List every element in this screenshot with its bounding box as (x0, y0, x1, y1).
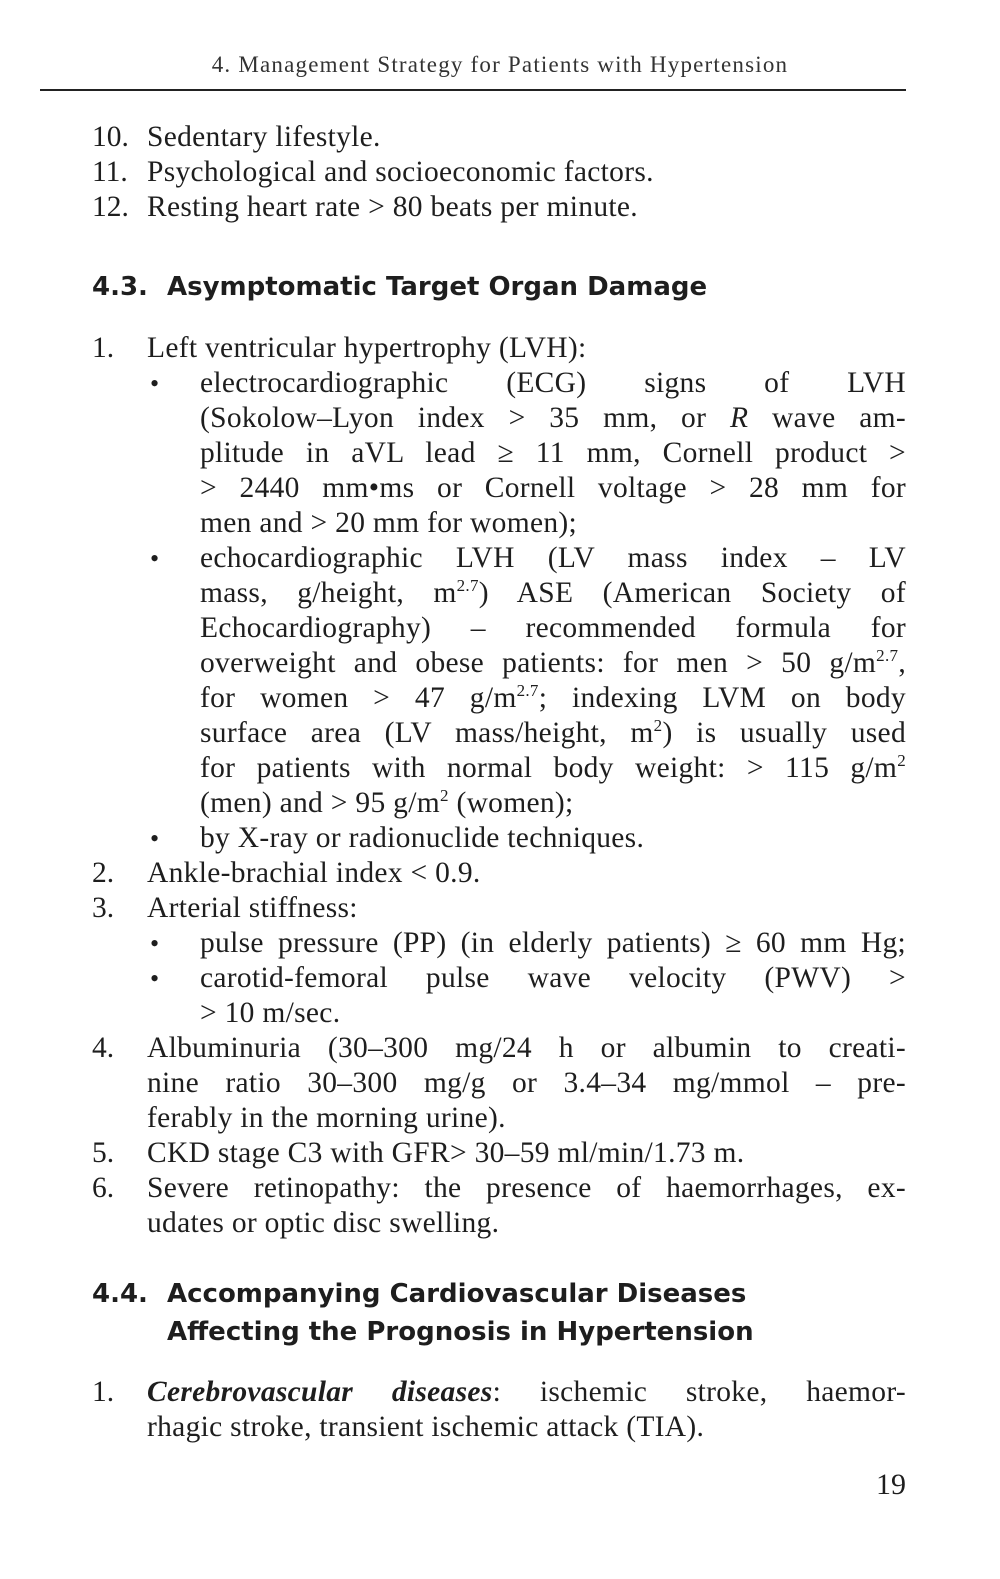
bullet-text-line: overweight and obese patients: for men > 50 $g/m^{2.7}$, (200, 646, 906, 679)
bullet-text-line: carotid-femoral pulse wave velocity (PWV) > (200, 962, 906, 994)
bullet-icon: • (150, 824, 160, 853)
list-item: Ankle-brachial index < 0.9. (147, 857, 481, 889)
bullet-text-line: > 10 m/sec. (200, 997, 341, 1029)
section-heading: Asymptomatic Target Organ Damage (167, 272, 708, 302)
bullet-text-line: electrocardiographic (ECG) signs of LVH (200, 367, 906, 399)
bullet-icon: • (150, 929, 160, 958)
section-number: 4.3. (92, 272, 148, 302)
header-rule (40, 89, 906, 91)
bullet-icon: • (150, 369, 160, 398)
bullet-text-line: for women > 47 $g/m^{2.7}$; indexing LVM on body (200, 681, 906, 714)
list-item-number: 5. (92, 1137, 115, 1169)
list-item: Sedentary lifestyle. (147, 121, 381, 153)
list-item-number: 10. (92, 121, 129, 153)
list-item: Psychological and socioeconomic factors. (147, 156, 654, 188)
list-item-line: nine ratio 30–300 mg/g or 3.4–34 mg/mmol – pre- (147, 1067, 906, 1099)
list-item-number: 2. (92, 857, 115, 889)
list-item-number: 1. (92, 332, 115, 364)
list-item-line: rhagic stroke, transient ischemic attack (TIA). (147, 1411, 705, 1443)
bullet-text-line: surface area (LV mass/height, $m^2$) is usually used (200, 716, 906, 749)
bullet-text-line: echocardiographic LVH (LV mass index – LV (200, 542, 906, 574)
bullet-text-line: mass, g/height, $m^{2.7}$) ASE (American Society of (200, 576, 906, 609)
list-item: Left ventricular hypertrophy (LVH): (147, 332, 587, 364)
list-item: CKD stage C3 with GFR> 30–59 ml/min/1.73 m. (147, 1137, 745, 1169)
section-heading: Accompanying Cardiovascular Diseases (167, 1279, 747, 1309)
section-number: 4.4. (92, 1279, 148, 1309)
list-item-line: Albuminuria (30–300 mg/24 h or albumin to creati- (147, 1032, 906, 1064)
list-item: Arterial stiffness: (147, 892, 358, 924)
list-item-number: 1. (92, 1376, 115, 1408)
bullet-text-line: for patients with normal body weight: > 115 $g/m^2$ (200, 751, 906, 784)
list-item-number: 12. (92, 191, 129, 223)
bullet-icon: • (150, 544, 160, 573)
running-head: 4. Management Strategy for Patients with Hypertension (211, 52, 789, 77)
bullet-text-line: plitude in aVL lead ≥ 11 mm, Cornell product > (200, 437, 906, 469)
bullet-text-line: Echocardiography) – recommended formula for (200, 612, 906, 644)
bullet-text-line: > 2440 mm•ms or Cornell voltage > 28 mm for (200, 472, 906, 504)
list-item-number: 11. (92, 156, 128, 188)
page-number: 19 (876, 1468, 906, 1501)
bullet-text-line: pulse pressure (PP) (in elderly patients) ≥ 60 mm Hg; (200, 927, 906, 959)
list-item-line: Cerebrovascular diseases: ischemic stroke, haemor- (147, 1376, 906, 1408)
list-item-line: ferably in the morning urine). (147, 1102, 506, 1134)
bullet-text-line: (Sokolow–Lyon index > 35 mm, or R wave am- (200, 402, 906, 434)
list-item-line: Severe retinopathy: the presence of haemorrhages, ex- (147, 1172, 906, 1204)
defined-term: Cerebrovascular diseases (147, 1376, 493, 1408)
list-item-number: 4. (92, 1032, 115, 1064)
bullet-text-line: men and > 20 mm for women); (200, 507, 578, 539)
section-heading: Affecting the Prognosis in Hypertension (167, 1317, 754, 1347)
bullet-text-line: by X-ray or radionuclide techniques. (200, 822, 645, 854)
list-item: Resting heart rate > 80 beats per minute. (147, 191, 638, 223)
bullet-icon: • (150, 964, 160, 993)
list-item-number: 6. (92, 1172, 115, 1204)
list-item-line: udates or optic disc swelling. (147, 1207, 500, 1239)
bullet-text-line: (men) and > 95 $g/m^2$ (women); (200, 786, 574, 819)
list-item-number: 3. (92, 892, 115, 924)
